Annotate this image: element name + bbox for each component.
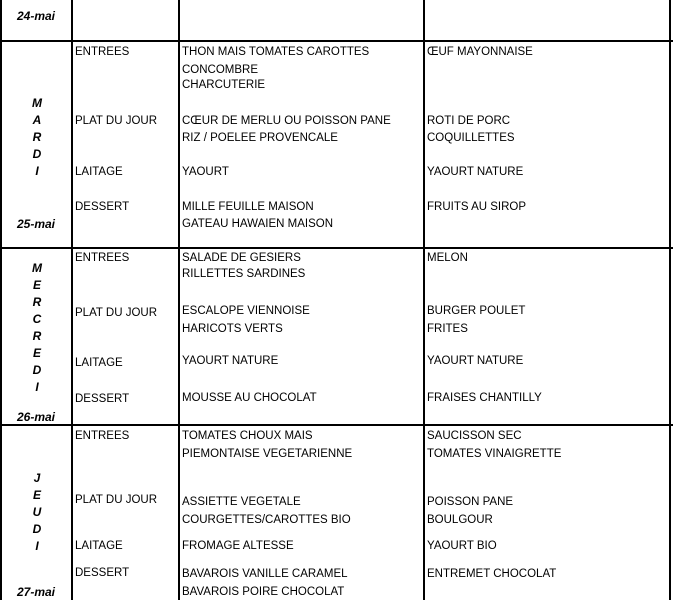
menu-b-item: FRITES xyxy=(427,323,468,335)
day-letter: M xyxy=(32,96,42,110)
menu-b-item: ŒUF MAYONNAISE xyxy=(427,46,533,58)
menu-a-item: ASSIETTE VEGETALE xyxy=(182,496,301,508)
menu-b-item: FRUITS AU SIROP xyxy=(427,201,527,213)
column-divider-menu xyxy=(423,0,425,600)
day-letter: R xyxy=(32,329,42,343)
menu-b-item: COQUILLETTES xyxy=(427,132,515,144)
menu-a-item: CHARCUTERIE xyxy=(182,79,266,91)
row-divider-jeudi xyxy=(0,424,673,426)
menu-a-item: RIZ / POELEE PROVENCALE xyxy=(182,132,338,144)
menu-a-item: FROMAGE ALTESSE xyxy=(182,540,294,552)
menu-a-item: THON MAIS TOMATES CAROTTES xyxy=(182,46,370,58)
menu-b-item: YAOURT NATURE xyxy=(427,355,524,367)
course-label: DESSERT xyxy=(75,201,130,213)
day-letter: E xyxy=(32,346,41,360)
course-label: PLAT DU JOUR xyxy=(75,115,158,127)
table-border-left xyxy=(0,0,2,600)
menu-b-item: POISSON PANE xyxy=(427,496,514,508)
course-label: PLAT DU JOUR xyxy=(75,494,158,506)
menu-b-item: ROTI DE PORC xyxy=(427,115,511,127)
menu-a-item: ESCALOPE VIENNOISE xyxy=(182,305,310,317)
menu-a-item: MILLE FEUILLE MAISON xyxy=(182,201,314,213)
day-letter: R xyxy=(32,295,42,309)
day-date: 27-mai xyxy=(16,585,56,599)
course-label: LAITAGE xyxy=(75,357,123,369)
menu-a-item: CONCOMBRE xyxy=(182,64,259,76)
menu-a-item: BAVAROIS VANILLE CARAMEL xyxy=(182,568,348,580)
day-date: 26-mai xyxy=(16,410,56,424)
day-letter: I xyxy=(35,164,39,178)
day-letter: D xyxy=(32,522,42,536)
day-letter: A xyxy=(32,113,42,127)
day-date: 25-mai xyxy=(16,217,56,231)
row-divider-mardi xyxy=(0,40,673,42)
day-date: 24-mai xyxy=(16,9,56,23)
menu-a-item: COURGETTES/CAROTTES BIO xyxy=(182,514,351,526)
menu-a-item: SALADE DE GESIERS xyxy=(182,252,301,264)
menu-b-item: MELON xyxy=(427,252,468,264)
menu-a-item: MOUSSE AU CHOCOLAT xyxy=(182,392,317,404)
day-letter: M xyxy=(32,261,42,275)
day-letter: I xyxy=(35,380,39,394)
day-letter: D xyxy=(32,363,42,377)
menu-a-item: YAOURT xyxy=(182,166,229,178)
day-letter: U xyxy=(32,505,42,519)
menu-b-item: SAUCISSON SEC xyxy=(427,430,522,442)
menu-b-item: YAOURT NATURE xyxy=(427,166,524,178)
day-letter: R xyxy=(32,130,42,144)
menu-a-item: PIEMONTAISE VEGETARIENNE xyxy=(182,448,353,460)
day-letter: I xyxy=(35,539,39,553)
course-label: DESSERT xyxy=(75,567,130,579)
menu-a-item: GATEAU HAWAIEN MAISON xyxy=(182,218,334,230)
menu-b-item: ENTREMET CHOCOLAT xyxy=(427,568,557,580)
menu-b-item: BOULGOUR xyxy=(427,514,493,526)
menu-b-item: YAOURT BIO xyxy=(427,540,497,552)
course-label: PLAT DU JOUR xyxy=(75,307,158,319)
course-label: ENTREES xyxy=(75,430,130,442)
menu-a-item: YAOURT NATURE xyxy=(182,355,279,367)
table-border-right xyxy=(669,0,671,600)
course-label: LAITAGE xyxy=(75,166,123,178)
day-letter: J xyxy=(33,471,41,485)
course-label: ENTREES xyxy=(75,46,130,58)
course-label: ENTREES xyxy=(75,252,130,264)
column-divider-label xyxy=(178,0,180,600)
menu-b-item: TOMATES VINAIGRETTE xyxy=(427,448,562,460)
course-label: LAITAGE xyxy=(75,540,123,552)
menu-a-item: HARICOTS VERTS xyxy=(182,323,283,335)
column-divider-day xyxy=(71,0,73,600)
day-letter: D xyxy=(32,147,42,161)
menu-a-item: TOMATES CHOUX MAIS xyxy=(182,430,313,442)
day-letter: E xyxy=(32,488,41,502)
menu-a-item: CŒUR DE MERLU OU POISSON PANE xyxy=(182,115,391,127)
row-divider-mercredi xyxy=(0,247,673,249)
menu-b-item: FRAISES CHANTILLY xyxy=(427,392,542,404)
menu-a-item: RILLETTES SARDINES xyxy=(182,268,306,280)
menu-b-item: BURGER POULET xyxy=(427,305,526,317)
course-label: DESSERT xyxy=(75,393,130,405)
day-letter: C xyxy=(32,312,42,326)
menu-a-item: BAVAROIS POIRE CHOCOLAT xyxy=(182,586,345,598)
day-letter: E xyxy=(32,278,41,292)
